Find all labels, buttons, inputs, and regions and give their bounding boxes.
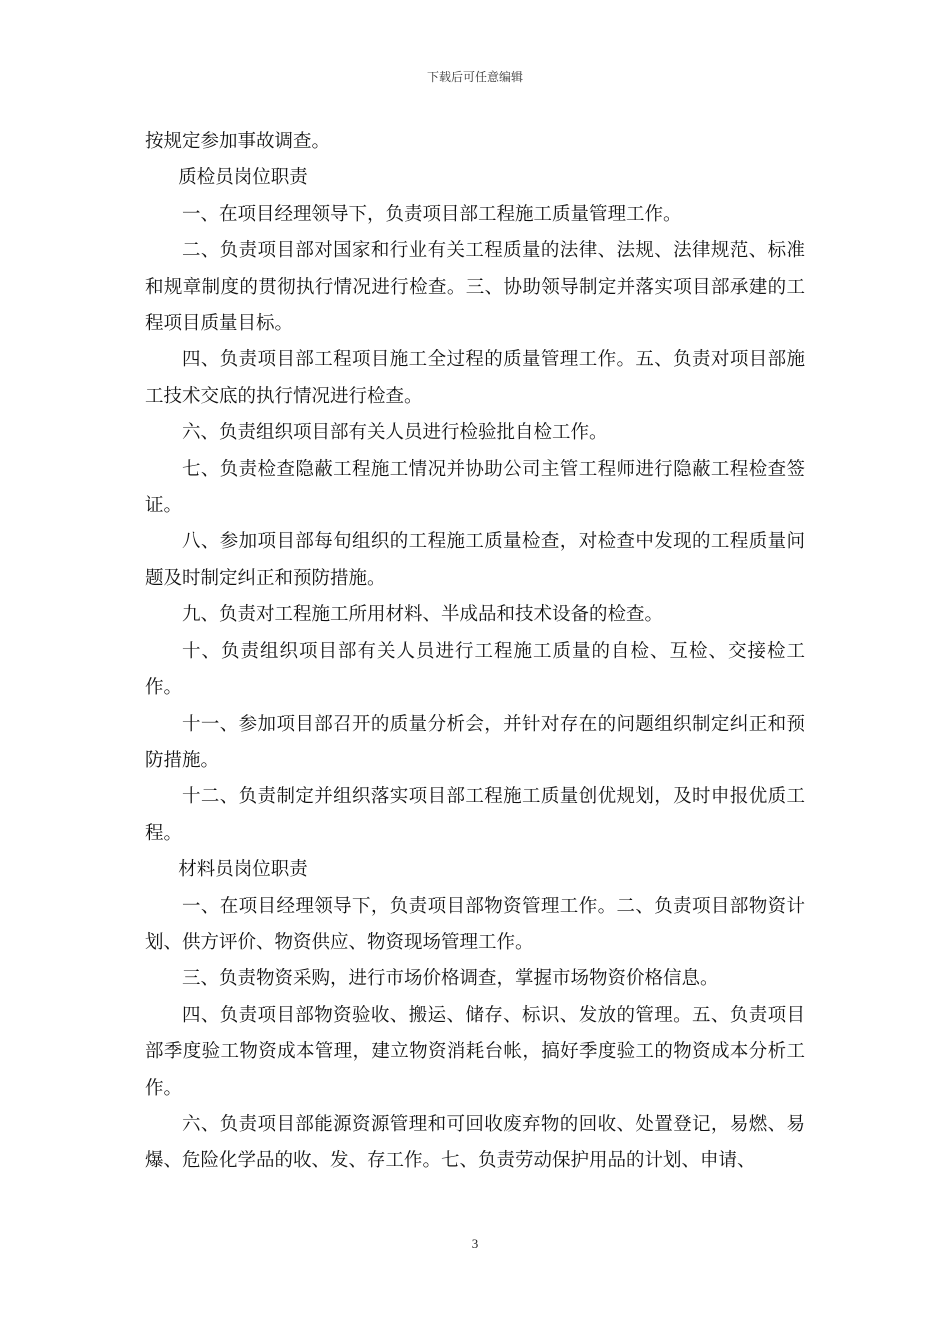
paragraph: 六、负责组织项目部有关人员进行检验批自检工作。 — [182, 422, 608, 444]
paragraph: 八、参加项目部每旬组织的工程施工质量检查，对检查中发现的工程质量问题及时制定纠正和预防措施。 — [145, 531, 805, 589]
paragraph: 七、负责检查隐蔽工程施工情况并协助公司主管工程师进行隐蔽工程检查签证。 — [145, 458, 805, 517]
page-number: 3 — [471, 1236, 479, 1251]
paragraph: 十一、参加项目部召开的质量分析会，并针对存在的问题组织制定纠正和预防措施。 — [145, 713, 805, 771]
paragraph: 九、负责对工程施工所用材料、半成品和技术设备的检查。 — [182, 604, 664, 626]
paragraph: 十二、负责制定并组织落实项目部工程施工质量创优规划，及时申报优质工程。 — [145, 786, 805, 844]
section-heading: 质检员岗位职责 — [178, 167, 308, 189]
section-heading: 材料员岗位职责 — [178, 859, 308, 881]
paragraph: 一、在项目经理领导下，负责项目部物资管理工作。二、负责项目部物资计划、供方评价、物资供应、物资现场管理工作。 — [145, 895, 805, 953]
paragraph: 六、负责项目部能源资源管理和可回收废弃物的回收、处置登记，易燃、易爆、危险化学品的收、发、存工作。七、负责劳动保护用品的计划、申请、 — [145, 1113, 805, 1172]
page-header: 下载后可任意编辑 — [426, 70, 523, 84]
paragraph: 按规定参加事故调查。 — [145, 131, 331, 152]
document-body — [145, 124, 805, 1180]
paragraph: 十、负责组织项目部有关人员进行工程施工质量的自检、互检、交接检工作。 — [145, 640, 805, 699]
paragraph: 三、负责物资采购，进行市场价格调查，掌握市场物资价格信息。 — [182, 968, 719, 990]
paragraph: 一、在项目经理领导下，负责项目部工程施工质量管理工作。 — [182, 203, 682, 225]
paragraph: 四、负责项目部物资验收、搬运、储存、标识、发放的管理。五、负责项目部季度验工物资成本管理，建立物资消耗台帐，搞好季度验工的物资成本分析工作。 — [145, 1004, 805, 1099]
paragraph: 二、负责项目部对国家和行业有关工程质量的法律、法规、法律规范、标准和规章制度的贯彻执行情况进行检查。三、协助领导制定并落实项目部承建的工程项目质量目标。 — [145, 240, 805, 335]
paragraph: 四、负责项目部工程项目施工全过程的质量管理工作。五、负责对项目部施工技术交底的执行情况进行检查。 — [145, 349, 805, 407]
